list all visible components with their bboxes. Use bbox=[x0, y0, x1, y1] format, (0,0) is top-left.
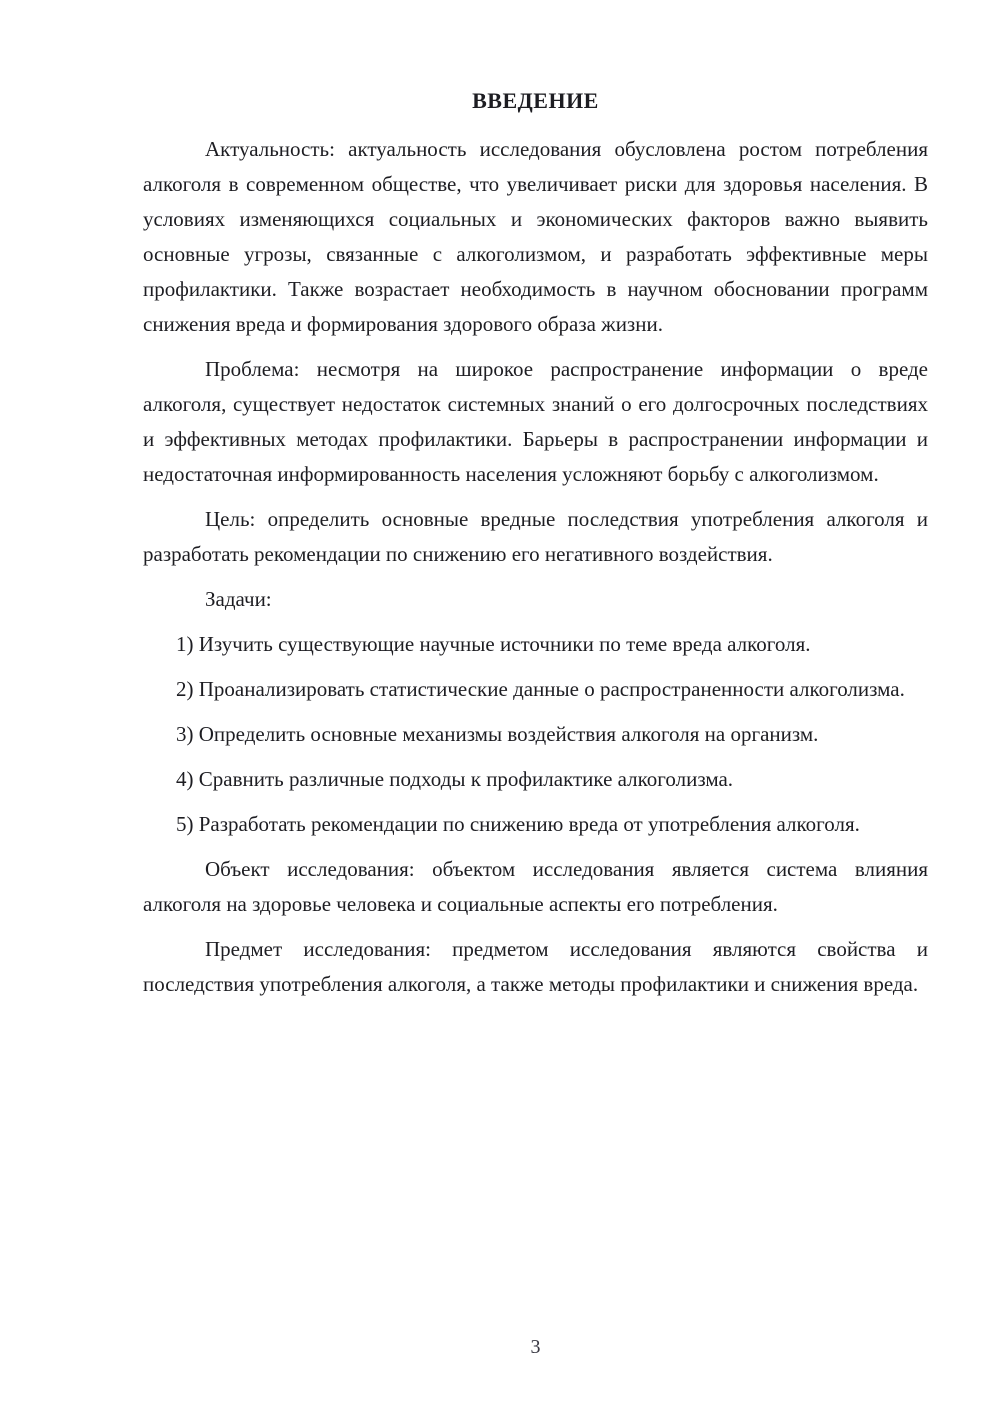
page-title: ВВЕДЕНИЕ bbox=[472, 88, 599, 113]
paragraph-object: Объект исследования: объектом исследования является система влияния алкоголя на здоровье человека и социальные аспекты его потребления. bbox=[143, 857, 928, 916]
paragraph-relevance: Актуальность: актуальность исследования обусловлена ростом потребления алкоголя в современном обществе, что увеличивает риски для здоровья населения. В условиях изменяющихся социальных и экономических факторов важно выявить основные угрозы, связанные с алкоголизмом, и разработать эффективные меры профилактики. Также возрастает необходимость в научном обосновании программ снижения вреда и формирования здорового образа жизни. bbox=[143, 137, 928, 336]
paragraph-subject: Предмет исследования: предметом исследования являются свойства и последствия употребления алкоголя, а также методы профилактики и снижения вреда. bbox=[143, 937, 928, 996]
task-item-1: 1) Изучить существующие научные источники по теме вреда алкоголя. bbox=[176, 632, 811, 656]
task-item-4: 4) Сравнить различные подходы к профилактике алкоголизма. bbox=[176, 767, 734, 791]
task-item-3: 3) Определить основные механизмы воздействия алкоголя на организм. bbox=[176, 722, 819, 746]
page-number: 3 bbox=[530, 1336, 541, 1358]
paragraph-problem: Проблема: несмотря на широкое распространение информации о вреде алкоголя, существует недостаток системных знаний о его долгосрочных последствиях и эффективных методах профилактики. Барьеры в распространении информации и недостаточная информированность населения усложняют борьбу с алкоголизмом. bbox=[143, 357, 928, 486]
task-item-2: 2) Проанализировать статистические данные о распространенности алкоголизма. bbox=[176, 677, 905, 701]
tasks-label: Задачи: bbox=[205, 587, 272, 611]
paragraph-goal: Цель: определить основные вредные последствия употребления алкоголя и разработать рекомендации по снижению его негативного воздействия. bbox=[143, 507, 928, 566]
task-item-5: 5) Разработать рекомендации по снижению вреда от употребления алкоголя. bbox=[176, 812, 860, 836]
